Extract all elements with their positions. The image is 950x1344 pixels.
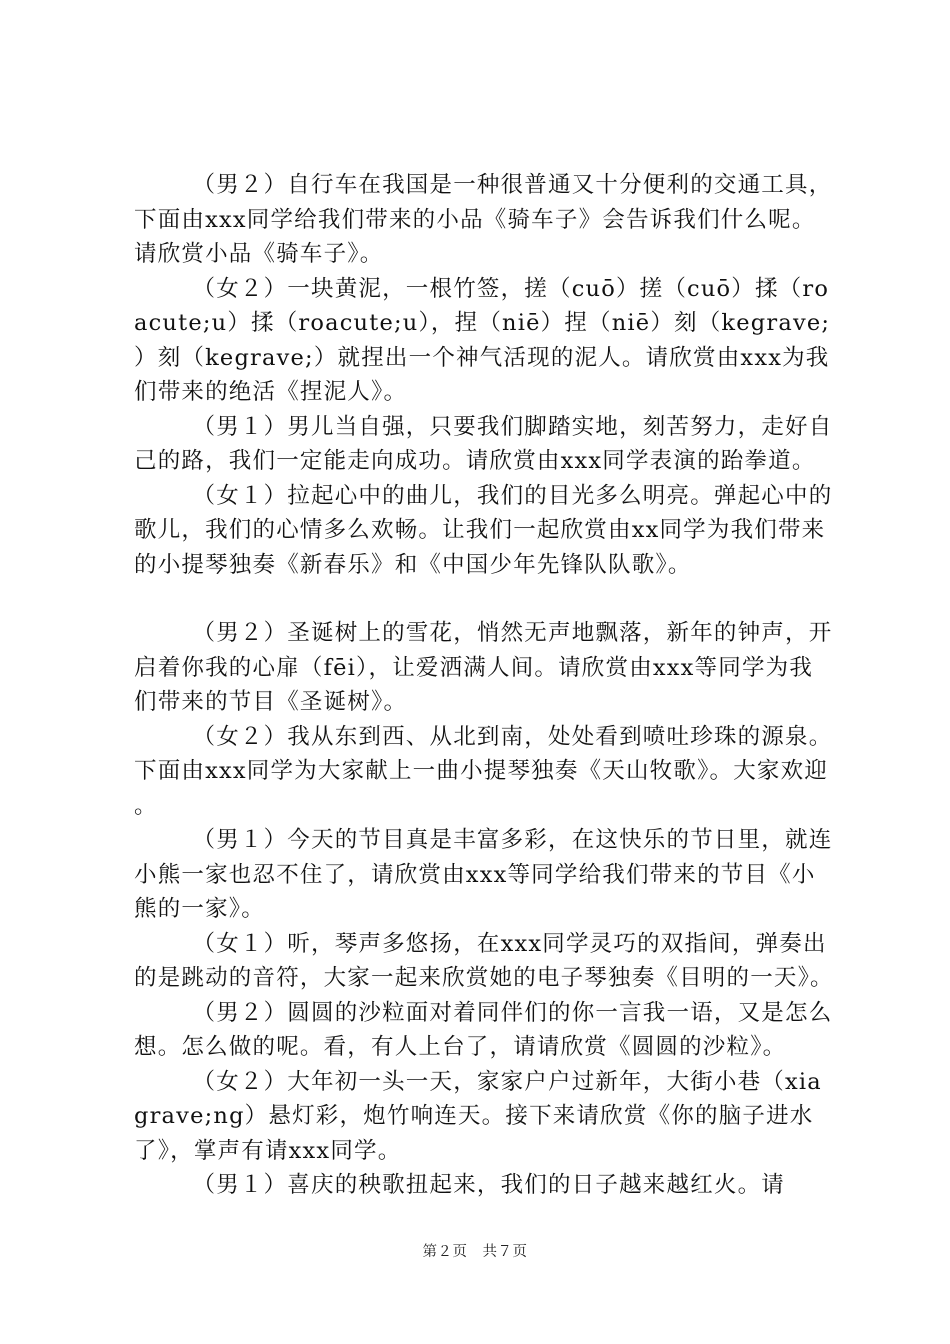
page-number-footer: 第２页 共７页 xyxy=(422,1244,528,1260)
paragraph-female1-violin: （女１）拉起心中的曲儿，我们的目光多么明亮。弹起心中的歌儿，我们的心情多么欢畅。让我们一起欣赏由xx同学为我们带来的小提琴独奏《新春乐》和《中国少年先锋队队歌》。 xyxy=(134,482,833,578)
paragraph-male2-bicycle: （男２）自行车在我国是一种很普通又十分便利的交通工具，下面由xxx同学给我们带来的小品《骑车子》会告诉我们什么呢。请欣赏小品《骑车子》。 xyxy=(134,172,833,267)
paragraph-male1-yangge: （男１）喜庆的秧歌扭起来，我们的日子越来越红火。请 xyxy=(192,1172,786,1198)
paragraph-male2-sand: （男２）圆圆的沙粒面对着同伴们的你一言我一语，又是怎么想。怎么做的呢。看，有人上台了，请请欣赏《圆圆的沙粒》。 xyxy=(134,999,833,1060)
document-body xyxy=(134,168,834,1203)
paragraph-male1-taekwondo: （男１）男儿当自强，只要我们脚踏实地，刻苦努力，走好自己的路，我们一定能走向成功。请欣赏由xxx同学表演的跆拳道。 xyxy=(134,413,833,474)
paragraph-female2-tianshan: （女２）我从东到西、从北到南，处处看到喷吐珍珠的源泉。下面由xxx同学为大家献上一曲小提琴独奏《天山牧歌》。大家欢迎。 xyxy=(134,723,833,819)
paragraph-female2-clay: （女２）一块黄泥，一根竹签，搓（cuō）搓（cuō）揉（roacute;u）揉（roacute;u），捏（niē）捏（niē）刻（kegrave;）刻（kegrave;）就捏出一个神气活现的泥人。请欣赏由xxx为我们带来的绝活《捏泥人》。 xyxy=(134,275,831,405)
paragraph-male1-bear-family: （男１）今天的节目真是丰富多彩，在这快乐的节日里，就连小熊一家也忍不住了，请欣赏由xxx等同学给我们带来的节目《小熊的一家》。 xyxy=(134,827,833,922)
paragraph-female1-keyboard: （女１）听，琴声多悠扬，在xxx同学灵巧的双指间，弹奏出的是跳动的音符，大家一起来欣赏她的电子琴独奏《目明的一天》。 xyxy=(134,930,834,991)
paragraph-male2-christmas-tree: （男２）圣诞树上的雪花，悄然无声地飘落，新年的钟声，开启着你我的心扉（fēi），让爱洒满人间。请欣赏由xxx等同学为我们带来的节目《圣诞树》。 xyxy=(134,620,833,715)
paragraph-female2-new-year: （女２）大年初一头一天，家家户户过新年，大街小巷（xiagrave;ng）悬灯彩，炮竹响连天。接下来请欣赏《你的脑子进水了》，掌声有请xxx同学。 xyxy=(134,1068,822,1164)
